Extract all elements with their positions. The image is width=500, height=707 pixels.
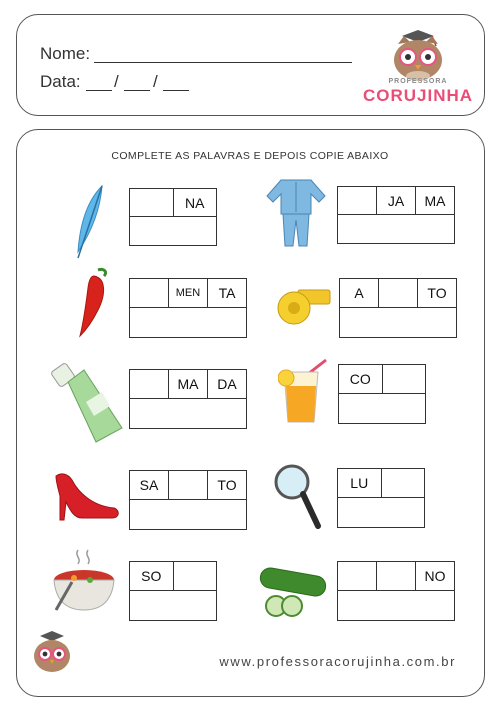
syllable-cell[interactable]: TO bbox=[427, 285, 447, 301]
syllable-cell[interactable]: TO bbox=[217, 477, 237, 493]
syllable-cell[interactable] bbox=[338, 187, 377, 214]
syllable-cell[interactable]: MA bbox=[424, 192, 446, 209]
syllable-row bbox=[130, 471, 246, 500]
syllable-cell[interactable]: NA bbox=[185, 194, 205, 211]
owl-icon bbox=[358, 24, 478, 84]
syllable-row bbox=[338, 187, 454, 215]
syllable-row bbox=[130, 189, 216, 217]
word-box[interactable] bbox=[129, 188, 217, 246]
date-label: Data: bbox=[40, 72, 81, 91]
syllable-cell[interactable] bbox=[130, 370, 169, 398]
syllable-cell[interactable] bbox=[377, 562, 416, 590]
juice-glass-icon bbox=[278, 356, 332, 426]
syllable-cell[interactable] bbox=[338, 562, 377, 590]
date-separator: / bbox=[114, 72, 119, 91]
word-box[interactable] bbox=[129, 470, 247, 530]
high-heel-shoe-icon bbox=[52, 466, 122, 522]
feather-icon bbox=[70, 182, 110, 262]
syllable-row bbox=[338, 469, 424, 498]
word-box[interactable] bbox=[337, 468, 425, 528]
soup-bowl-icon bbox=[48, 546, 120, 618]
syllable-row bbox=[130, 279, 246, 308]
magnifying-glass-icon bbox=[272, 462, 324, 532]
syllable-cell[interactable]: SA bbox=[130, 471, 169, 499]
syllable-cell[interactable]: A bbox=[340, 279, 379, 307]
cucumber-icon bbox=[256, 566, 330, 620]
name-field[interactable] bbox=[94, 62, 352, 63]
toothpaste-tube-icon bbox=[50, 362, 126, 448]
name-label: Nome: bbox=[40, 44, 91, 63]
pajamas-icon bbox=[263, 176, 329, 248]
syllable-cell[interactable] bbox=[174, 562, 217, 590]
logo bbox=[358, 24, 478, 108]
syllable-cell[interactable]: DA bbox=[217, 376, 237, 392]
syllable-cell[interactable] bbox=[169, 471, 208, 499]
word-box[interactable] bbox=[129, 369, 247, 429]
logo-subtitle: PROFESSORA bbox=[388, 78, 448, 85]
date-year-field[interactable] bbox=[163, 90, 189, 91]
word-box[interactable] bbox=[129, 561, 217, 621]
syllable-row bbox=[338, 562, 454, 591]
whistle-icon bbox=[272, 284, 334, 326]
word-box[interactable] bbox=[339, 278, 457, 338]
syllable-cell[interactable]: JA bbox=[377, 187, 416, 214]
syllable-row bbox=[130, 562, 216, 591]
syllable-row bbox=[130, 370, 246, 399]
syllable-cell[interactable] bbox=[383, 365, 426, 393]
date-day-field[interactable] bbox=[86, 90, 112, 91]
syllable-cell[interactable]: MEN bbox=[169, 279, 208, 307]
date-separator: / bbox=[153, 72, 158, 91]
syllable-cell[interactable]: MA bbox=[169, 370, 208, 398]
instructions: COMPLETE AS PALAVRAS E DEPOIS COPIE ABAIXO bbox=[111, 150, 389, 162]
syllable-cell[interactable]: NO bbox=[424, 568, 446, 584]
logo-title: CORUJINHA bbox=[362, 86, 474, 105]
syllable-cell[interactable] bbox=[379, 279, 418, 307]
syllable-cell[interactable]: SO bbox=[130, 562, 174, 590]
syllable-cell[interactable] bbox=[130, 279, 169, 307]
syllable-cell[interactable]: TA bbox=[218, 285, 236, 301]
syllable-row bbox=[340, 279, 456, 308]
footer-url[interactable]: www.professoracorujinha.com.br bbox=[219, 654, 456, 669]
word-box[interactable] bbox=[337, 186, 455, 244]
owl-icon bbox=[30, 628, 74, 674]
syllable-row bbox=[339, 365, 425, 394]
date-month-field[interactable] bbox=[124, 90, 150, 91]
syllable-cell[interactable] bbox=[130, 189, 174, 216]
word-box[interactable] bbox=[129, 278, 247, 338]
chili-pepper-icon bbox=[74, 264, 114, 340]
syllable-cell[interactable]: CO bbox=[339, 365, 383, 393]
word-box[interactable] bbox=[338, 364, 426, 424]
syllable-cell[interactable]: LU bbox=[338, 469, 382, 497]
word-box[interactable] bbox=[337, 561, 455, 621]
syllable-cell[interactable] bbox=[382, 469, 425, 497]
